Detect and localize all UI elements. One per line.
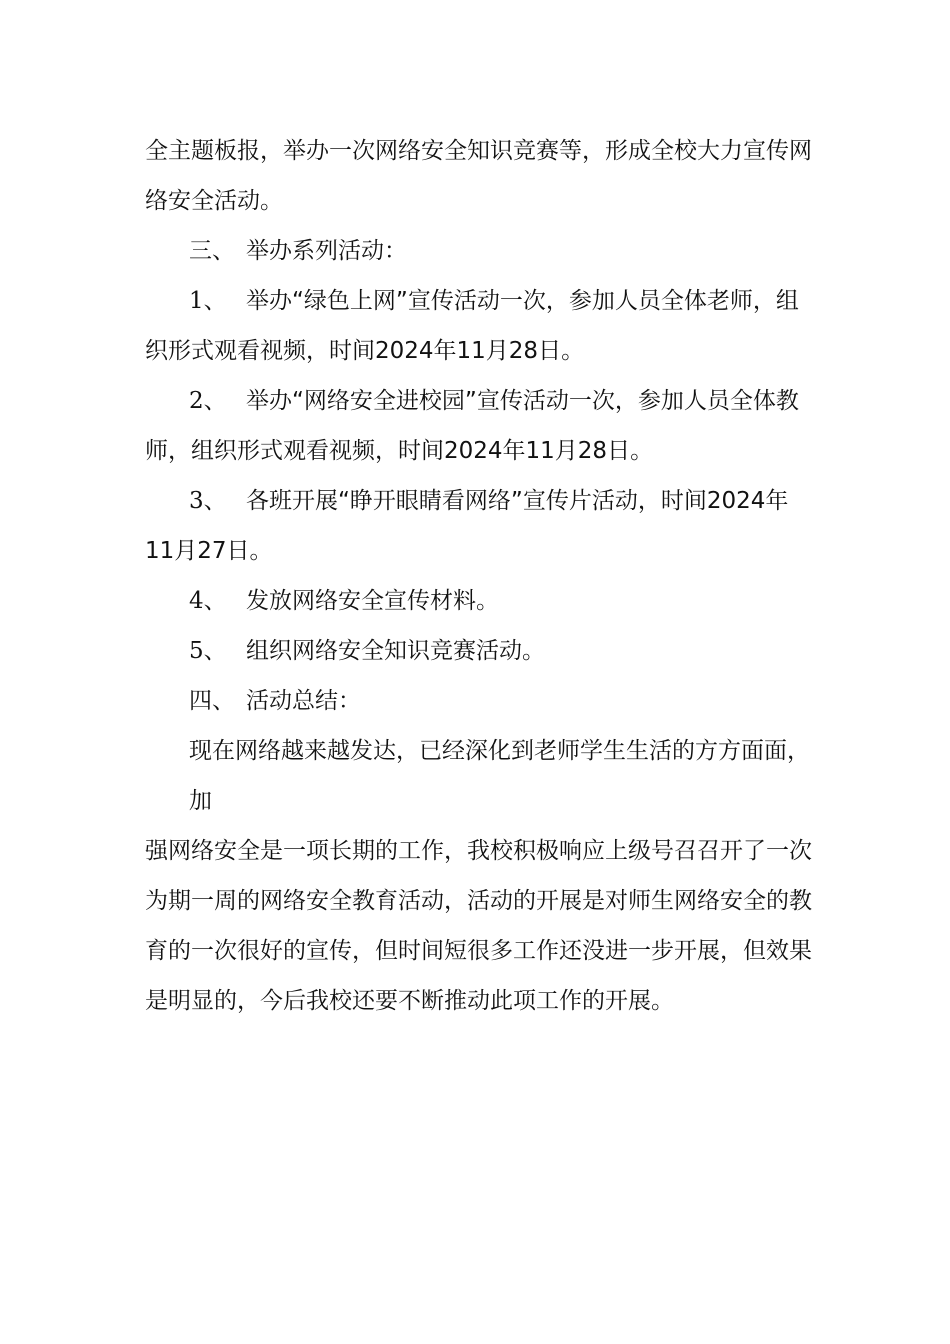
- list-item-4: [189, 587, 499, 615]
- line-text: 全主题板报，举办一次网络安全知识竞赛等，形成全校大力宣传网: [145, 138, 812, 164]
- line-text: 育的一次很好的宣传，但时间短很多工作还没进一步开展，但效果: [145, 938, 812, 964]
- paragraph-line: [189, 787, 212, 815]
- paragraph-line: [145, 187, 283, 215]
- list-number: 4、: [189, 588, 227, 614]
- list-text: 举办“网络安全进校园”宣传活动一次，参加人员全体教: [246, 388, 799, 414]
- section-heading-3: [189, 237, 407, 265]
- paragraph-line: [189, 737, 810, 765]
- section-heading-4: [189, 687, 361, 715]
- list-number: 2、: [189, 388, 227, 414]
- paragraph-line: [145, 337, 584, 365]
- line-text: 是明显的，今后我校还要不断推动此项工作的开展。: [145, 988, 674, 1014]
- list-item-1: [189, 287, 799, 315]
- list-number: 3、: [189, 488, 227, 514]
- list-text: 组织网络安全知识竞赛活动。: [246, 638, 545, 664]
- paragraph-line: [145, 837, 812, 865]
- line-text: 强网络安全是一项长期的工作，我校积极响应上级号召召开了一次: [145, 838, 812, 864]
- list-text: 发放网络安全宣传材料。: [246, 588, 499, 614]
- paragraph-line: [145, 937, 812, 965]
- section-number: 三、: [189, 238, 235, 264]
- line-text: 加: [189, 788, 212, 814]
- section-title: 活动总结：: [246, 688, 361, 714]
- list-text: 各班开展“睁开眼睛看网络”宣传片活动，时间2024年: [246, 488, 789, 514]
- section-title: 举办系列活动：: [246, 238, 407, 264]
- line-text: 为期一周的网络安全教育活动，活动的开展是对师生网络安全的教: [145, 888, 812, 914]
- paragraph-line: [145, 987, 674, 1015]
- list-item-3: [189, 487, 788, 515]
- list-item-2: [189, 387, 799, 415]
- paragraph-line: [145, 437, 653, 465]
- list-item-5: [189, 637, 545, 665]
- line-text: 络安全活动。: [145, 188, 283, 214]
- list-number: 5、: [189, 638, 227, 664]
- paragraph-line: [145, 137, 812, 165]
- line-text: 11月27日。: [145, 538, 273, 564]
- line-text: 织形式观看视频，时间2024年11月28日。: [145, 338, 585, 364]
- list-text: 举办“绿色上网”宣传活动一次，参加人员全体老师，组: [246, 288, 799, 314]
- list-number: 1、: [189, 288, 227, 314]
- paragraph-line: [145, 887, 812, 915]
- line-text: 师，组织形式观看视频，时间2024年11月28日。: [145, 438, 654, 464]
- line-text: 现在网络越来越发达，已经深化到老师学生生活的方方面面，: [189, 738, 810, 764]
- section-number: 四、: [189, 688, 235, 714]
- paragraph-line: [145, 537, 273, 565]
